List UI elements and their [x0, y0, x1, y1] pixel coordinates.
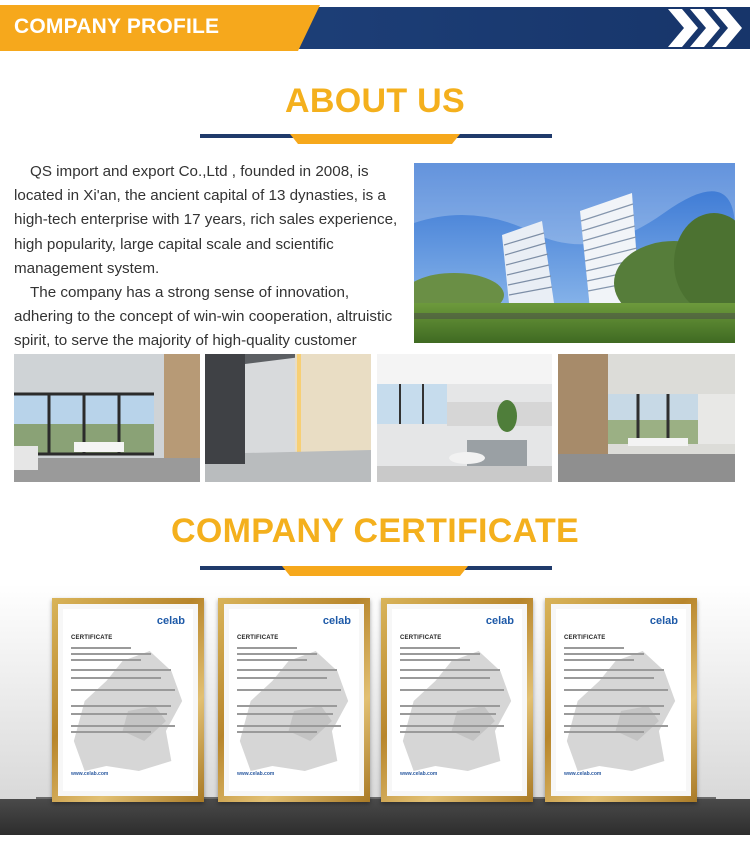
celab-logo: celab: [322, 615, 351, 627]
display-stage: [0, 799, 750, 835]
double-chevron-icon: [668, 9, 742, 47]
certificate-footer: www.celab.com: [564, 771, 602, 777]
certificate-document: [556, 609, 686, 791]
about-heading: ABOUT US: [285, 82, 465, 120]
celab-logo: celab: [649, 615, 678, 627]
certificate-footer: www.celab.com: [237, 771, 275, 777]
certificate-frame: [52, 598, 204, 802]
banner-title: COMPANY PROFILE: [14, 15, 220, 38]
certificate-document: [392, 609, 522, 791]
office-photo: [14, 354, 200, 482]
certificate-footer: www.celab.com: [71, 771, 109, 777]
celab-logo: celab: [485, 615, 514, 627]
europe-map-watermark: [63, 621, 193, 781]
header-banner: [0, 0, 750, 56]
about-paragraph: QS import and export Co.,Ltd , founded in 2008, is located in Xi'an, the ancient capital of 13 dynasties, is a high-tech enterprise with 17 years, rich sales experience, high popularity, large capital scale and scientific management system.: [14, 163, 398, 277]
certificate-title: CERTIFICATE: [564, 635, 606, 641]
about-paragraph: The company has a strong sense of innovation, adhering to the concept of win-win cooperation, altruistic spirit, to serve the majority of high-quality customer: [14, 284, 393, 350]
certificate-document: [63, 609, 193, 791]
certificate-frame: [545, 598, 697, 802]
europe-map-watermark: [556, 621, 686, 781]
building-photo: [414, 163, 735, 343]
certificate-title: CERTIFICATE: [400, 635, 442, 641]
about-heading-accent: [290, 134, 460, 144]
office-photo: [377, 354, 552, 482]
office-photo: [558, 354, 735, 482]
europe-map-watermark: [392, 621, 522, 781]
certificate-title: CERTIFICATE: [71, 635, 113, 641]
certificate-heading: COMPANY CERTIFICATE: [170, 512, 580, 550]
certificate-footer: www.celab.com: [400, 771, 438, 777]
celab-logo: celab: [156, 615, 185, 627]
certificate-document: [229, 609, 359, 791]
certificate-heading-accent: [282, 566, 468, 576]
certificate-frame: [381, 598, 533, 802]
certificate-frame: [218, 598, 370, 802]
about-text: [14, 160, 406, 354]
certificate-title: CERTIFICATE: [237, 635, 279, 641]
office-photo: [205, 354, 371, 482]
europe-map-watermark: [229, 621, 359, 781]
